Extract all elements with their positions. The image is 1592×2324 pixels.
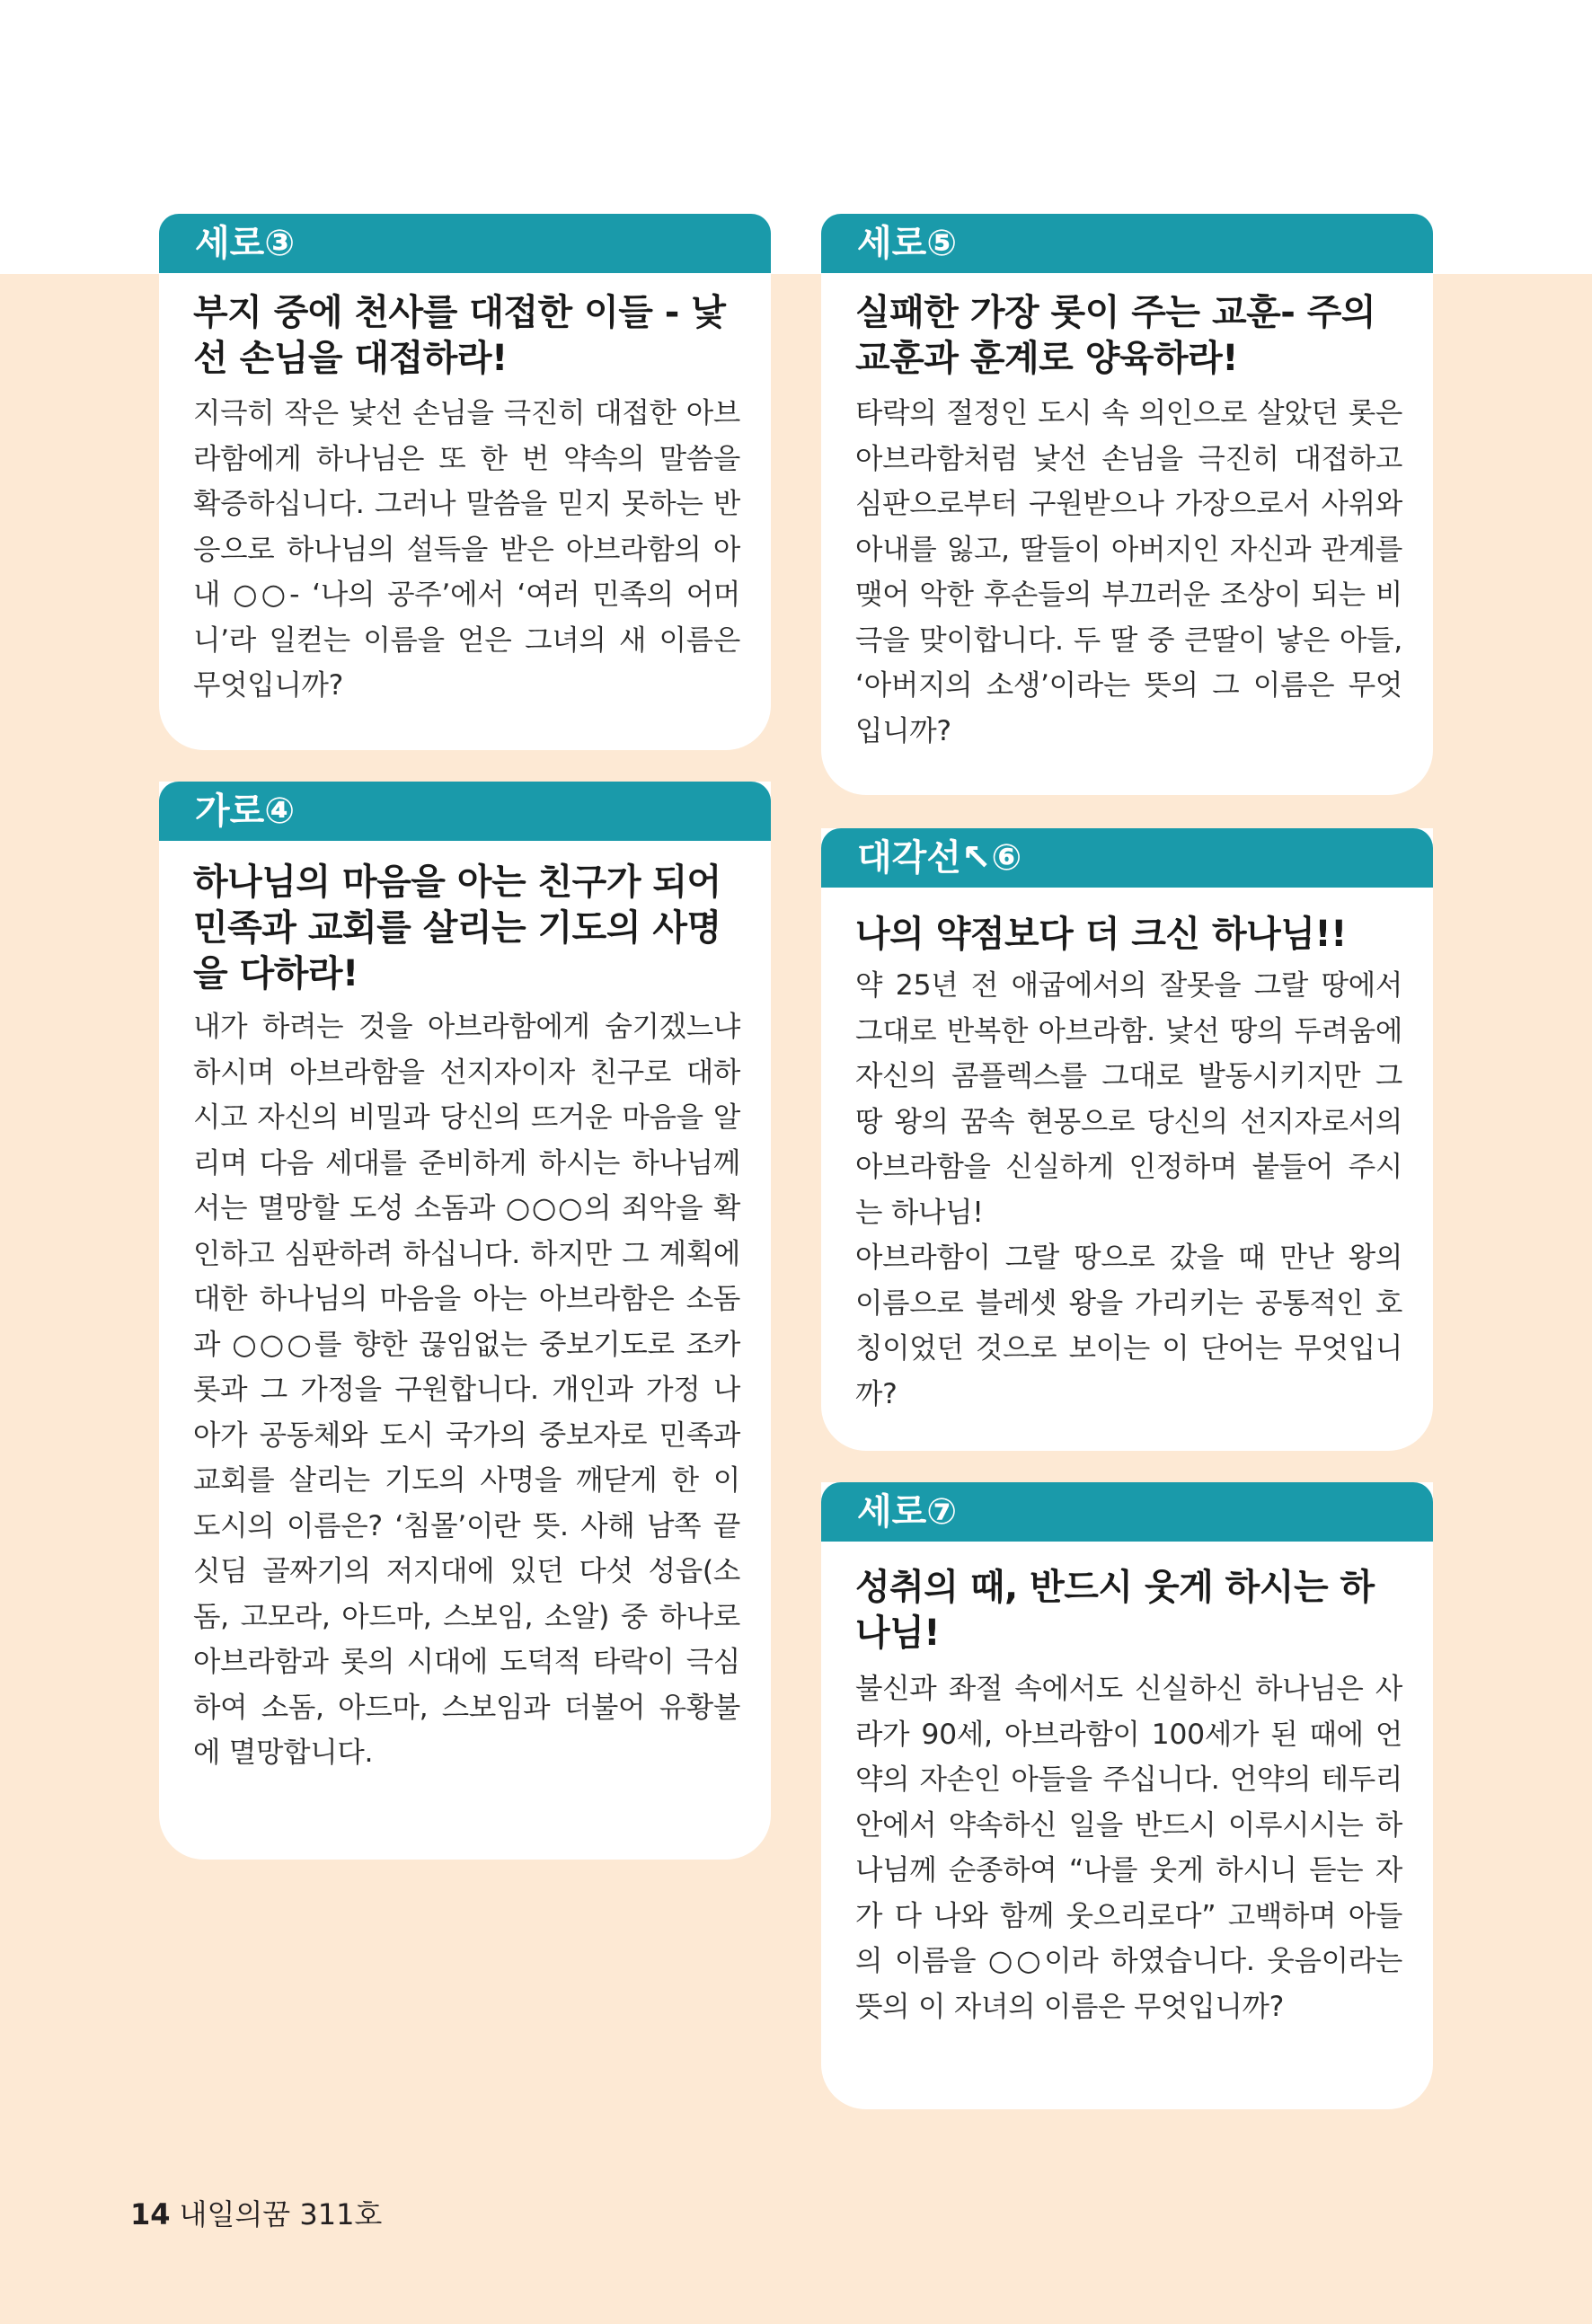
clue-body-continued: 아브라함이 그랄 땅으로 갔을 때 만난 왕의 이름으로 블레셋 왕을 가리키는 공통적인 호칭이었던 것으로 보이는 이 단어는 무엇입니까? (855, 1242, 1402, 1410)
clue-card-down-7 (821, 1482, 1433, 2109)
clue-label-tab: 대각선↖⑥ (821, 828, 1433, 888)
clue-label-tab: 가로④ (159, 782, 771, 841)
clue-body: 내가 하려는 것을 아브라함에게 숨기겠느냐 하시며 아브라함을 선지자이자 친구로 대하시고 자신의 비밀과 당신의 뜨거운 마음을 알리며 다음 세대를 준비하게 하시는 하나님께서는 멸망할 도성 소돔과 ○○○의 죄악을 확인하고 심판하려 하십니다. 하지만 그 계획에 대한 하나님의 마음을 아는 아브라함은 소돔과 ○○○를 향한 끊임없는 중보기도로 조카 롯과 그 가정을 구원합니다. 개인과 가정 나아가 공동체와 도시 국가의 중보자로 민족과 교회를 살리는 기도의 사명을 깨닫게 한 이 도시의 이름은? ‘침몰’이란 뜻. 사해 남쪽 끝 싯딤 골짜기의 저지대에 있던 다섯 성읍(소돔, 고모라, 아드마, 스보임, 소알) 중 하나로 아브라함과 롯의 시대에 도덕적 타락이 극심하여 소돔, 아드마, 스보임과 더불어 유황불에 멸망합니다. (193, 1011, 740, 1769)
clue-title: 실패한 가장 롯이 주는 교훈- 주의 교훈과 훈계로 양육하라! (855, 292, 1376, 379)
page-number: 14 (130, 2197, 171, 2231)
clue-body: 타락의 절정인 도시 속 의인으로 살았던 롯은 아브라함처럼 낯선 손님을 극진히 대접하고 심판으로부터 구원받으나 가장으로서 사위와 아내를 잃고, 딸들이 아버지인 자신과 관계를 맺어 악한 후손들의 부끄러운 조상이 되는 비극을 맞이합니다. 두 딸 중 큰딸이 낳은 아들, ‘아버지의 소생’이라는 뜻의 그 이름은 무엇입니까? (855, 397, 1402, 747)
clue-body: 약 25년 전 애굽에서의 잘못을 그랄 땅에서 그대로 반복한 아브라함. 낯선 땅의 두려움에 자신의 콤플렉스를 그대로 발동시키지만 그 땅 왕의 꿈속 현몽으로 당신의 선지자로서의 아브라함을 신실하게 인정하며 붙들어 주시는 하나님! (855, 969, 1402, 1229)
clue-card-down-5 (821, 214, 1433, 795)
clue-title: 부지 중에 천사를 대접한 이들 - 낯선 손님을 대접하라! (193, 292, 726, 379)
page-footer (130, 2192, 382, 2233)
clue-title: 하나님의 마음을 아는 친구가 되어 민족과 교회를 살리는 기도의 사명을 다하라! (193, 862, 721, 994)
clue-label-tab: 세로⑦ (821, 1482, 1433, 1542)
clue-title: 성취의 때, 반드시 웃게 하시는 하나님! (855, 1567, 1375, 1654)
clue-card-down-3 (159, 214, 771, 750)
clue-label-tab: 세로⑤ (821, 214, 1433, 273)
publication-name: 내일의꿈 311호 (179, 2197, 383, 2231)
clue-card-across-4 (159, 782, 771, 1860)
clue-card-diagonal-6 (821, 828, 1433, 1451)
clue-label-tab: 세로③ (159, 214, 771, 273)
clue-body: 지극히 작은 낯선 손님을 극진히 대접한 아브라함에게 하나님은 또 한 번 약속의 말씀을 확증하십니다. 그러나 말씀을 믿지 못하는 반응으로 하나님의 설득을 받은 아브라함의 아내 ○○- ‘나의 공주’에서 ‘여러 민족의 어머니’라 일컫는 이름을 얻은 그녀의 새 이름은 무엇입니까? (193, 397, 740, 702)
clue-body: 불신과 좌절 속에서도 신실하신 하나님은 사라가 90세, 아브라함이 100세가 된 때에 언약의 자손인 아들을 주십니다. 언약의 테두리 안에서 약속하신 일을 반드시 이루시시는 하나님께 순종하여 “나를 웃게 하시니 듣는 자가 다 나와 함께 웃으리로다” 고백하며 아들의 이름을 ○○이라 하였습니다. 웃음이라는 뜻의 이 자녀의 이름은 무엇입니까? (855, 1673, 1402, 2023)
clue-title: 나의 약점보다 더 크신 하나님!! (855, 914, 1347, 955)
